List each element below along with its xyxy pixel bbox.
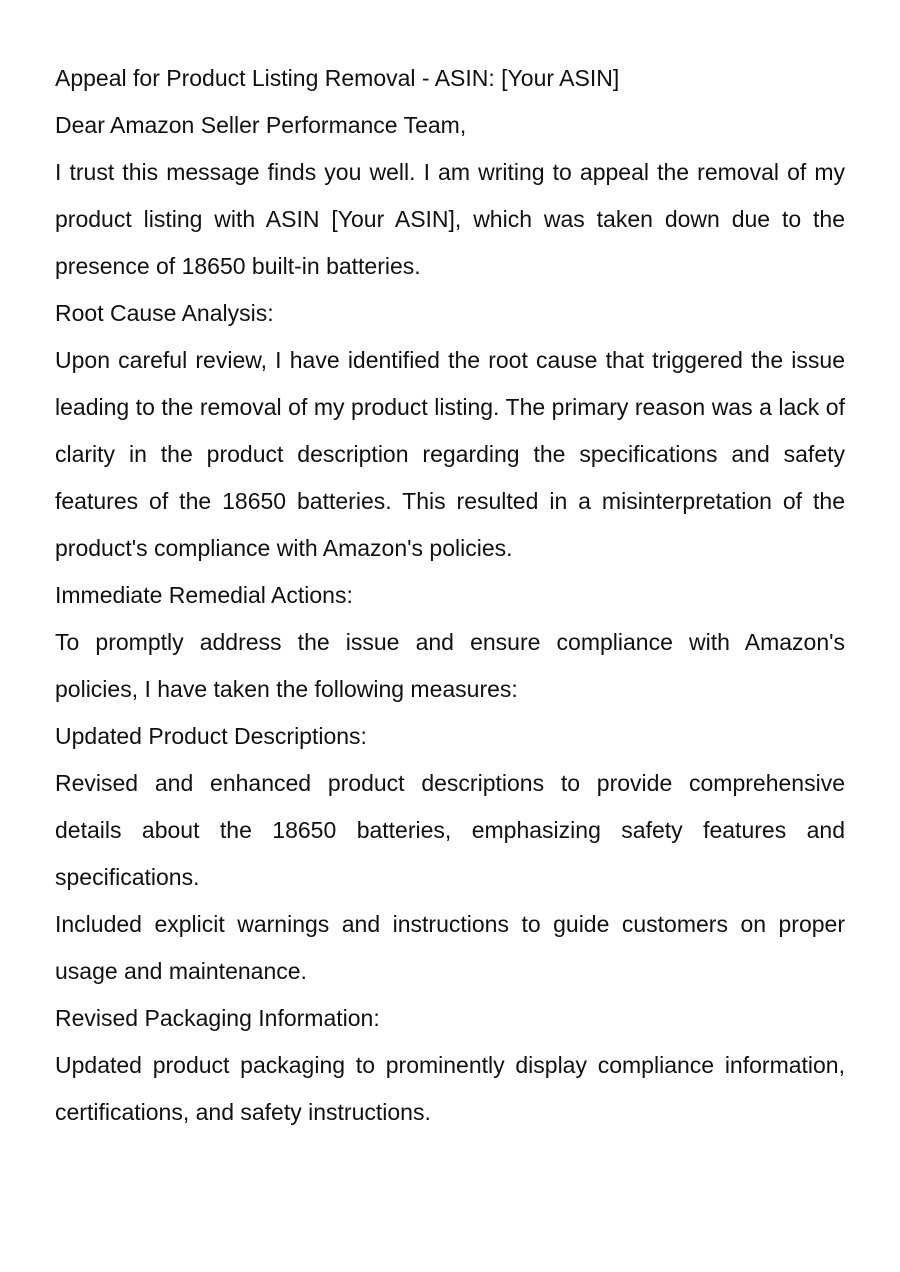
descriptions-item-1: Revised and enhanced product descriptions to provide comprehensive details about the 18650 batteries, emphasizing safety features and specifications. <box>55 770 845 890</box>
root-cause-paragraph: Upon careful review, I have identified the root cause that triggered the issue leading to the removal of my product listing. The primary reason was a lack of clarity in the product description regarding the specifications and safety features of the 18650 batteries. This resulted in a misinterpretation of the product's compliance with Amazon's policies. <box>55 347 845 561</box>
root-cause-heading: Root Cause Analysis: <box>55 300 274 326</box>
packaging-item-1: Updated product packaging to prominently display compliance information, certifications, and safety instructions. <box>55 1052 845 1125</box>
salutation: Dear Amazon Seller Performance Team, <box>55 112 467 138</box>
document-title: Appeal for Product Listing Removal - ASIN: [Your ASIN] <box>55 65 620 91</box>
intro-paragraph: I trust this message finds you well. I am writing to appeal the removal of my product listing with ASIN [Your ASIN], which was taken down due to the presence of 18650 built-in batteries. <box>55 159 845 279</box>
descriptions-heading: Updated Product Descriptions: <box>55 723 367 749</box>
packaging-heading: Revised Packaging Information: <box>55 1005 380 1031</box>
remedial-paragraph: To promptly address the issue and ensure compliance with Amazon's policies, I have taken the following measures: <box>55 629 845 702</box>
document-page <box>55 55 845 1136</box>
descriptions-item-2: Included explicit warnings and instructions to guide customers on proper usage and maintenance. <box>55 911 845 984</box>
remedial-heading: Immediate Remedial Actions: <box>55 582 353 608</box>
